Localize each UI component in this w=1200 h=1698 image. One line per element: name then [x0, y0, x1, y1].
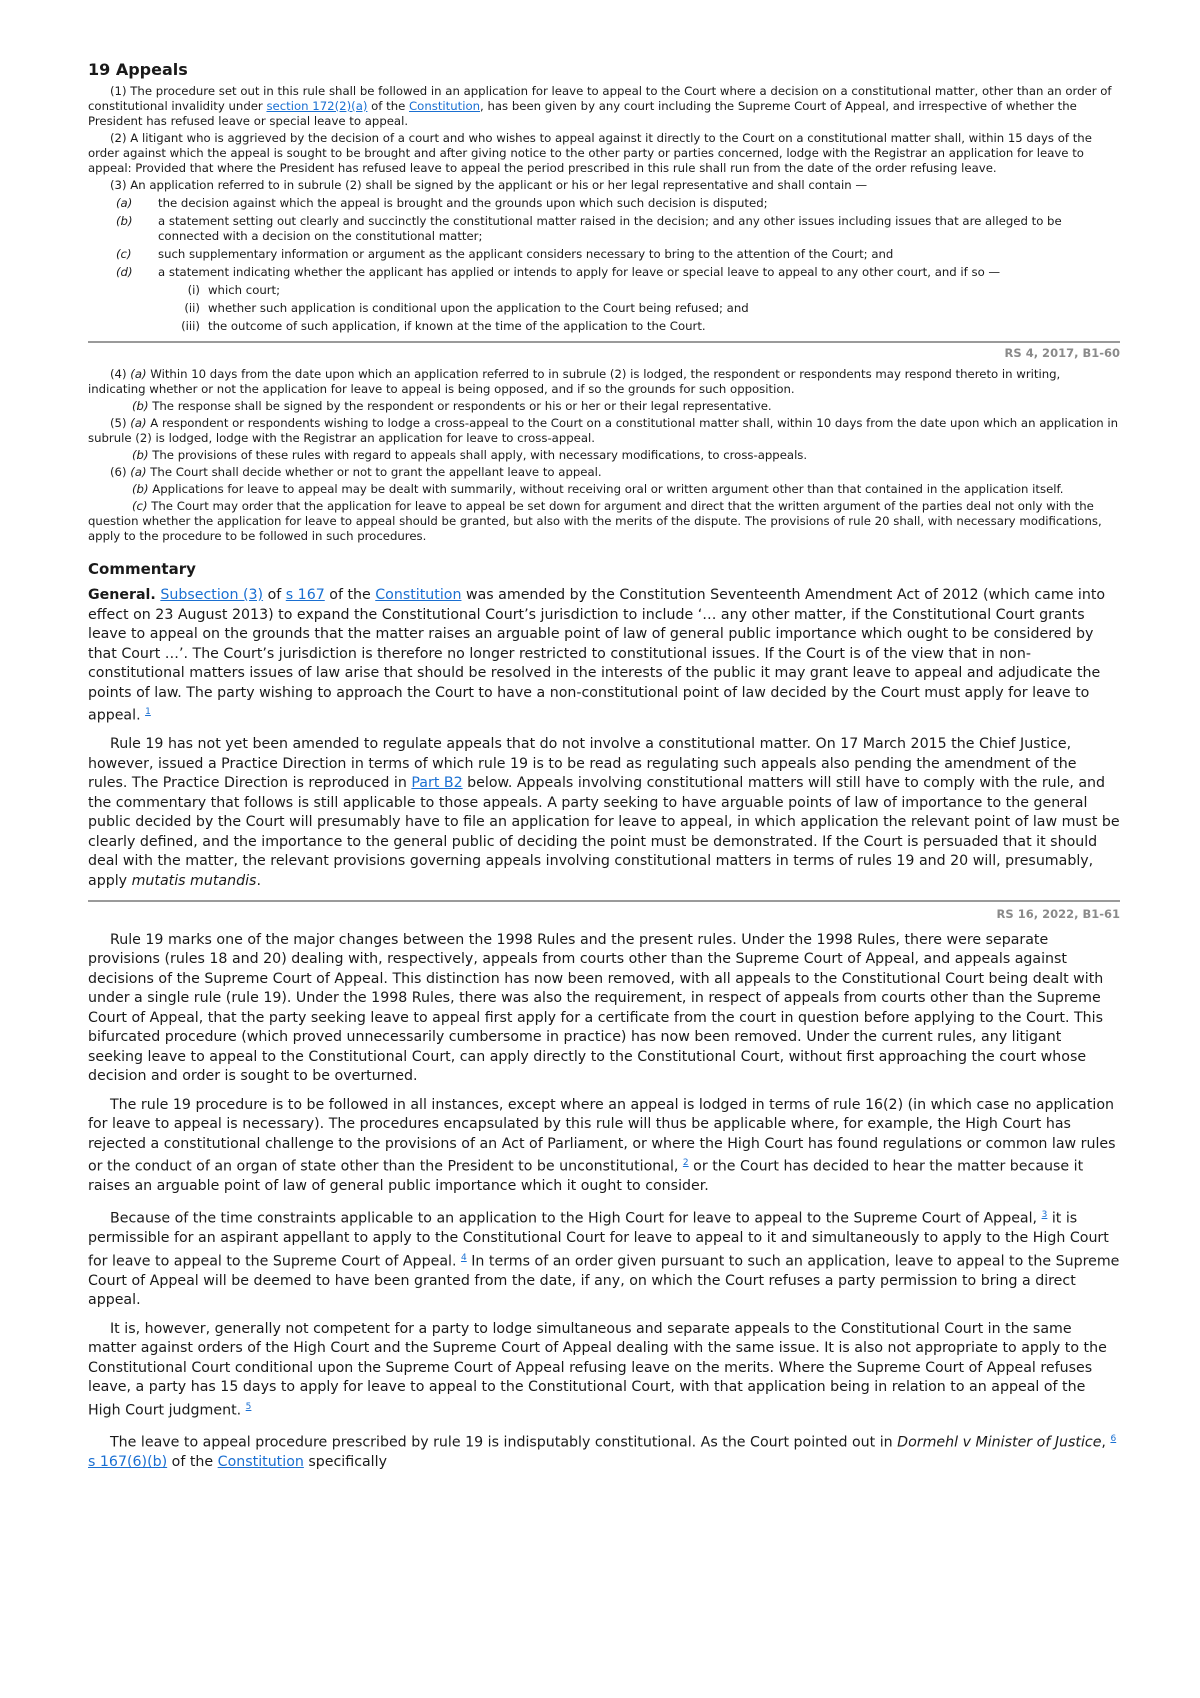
commentary-paragraph: The rule 19 procedure is to be followed in all instances, except where an appeal is lodged in terms of rule 16(2) (in which case no application for leave to appeal is necessary). The procedures encapsulated by this rule will thus be applicable where, for example, the High Court has rejected a constitutional challenge to the provisions of an Act of Parliament, or where the High Court has found regulations or common law rules or the conduct of an organ of state other than the President to be unconstitutional, $^2$ or the Court has decided to hear the matter because it raises an arguable point of law of general public importance which it ought to consider. [88, 1096, 1116, 1195]
commentary-paragraph: Rule 19 marks one of the major changes between the 1998 Rules and the present rules. Under the 1998 Rules, there were separate provisions (rules 18 and 20) dealing with, respectively, appeals from courts other than the Supreme Court of Appeal, and appeals against decisions of the Supreme Court of Appeal. This distinction has now been removed, with all appeals to the Constitutional Court being dealt with under a single rule (rule 19). Under the 1998 Rules, there was also the requirement, in respect of appeals from courts other than the Supreme Court of Appeal, that the party seeking leave to appeal first apply for a certificate from the court in question before applying to the Court. This bifurcated procedure (which proved unnecessarily cumbersome in practice) has now been removed. Under the current rules, any litigant seeking leave to appeal to the Constitutional Court, can apply directly to the Constitutional Court, without first approaching the court whose decision and order is sought to be overturned. [88, 931, 1104, 1085]
list-item: (d) a statement indicating whether the applicant has applied or intends to apply for leave or special leave to appeal to any other court, and if so — [116, 265, 1001, 279]
subrule-6b: (b) Applications for leave to appeal may be dealt with summarily, without receiving oral or written argument other than that contained in the application itself. [132, 482, 1064, 496]
s-167-link[interactable]: s 167 [285, 587, 325, 603]
list-item: (a) the decision against which the appeal is brought and the grounds upon which such decision is disputed; [116, 196, 768, 210]
commentary-heading: Commentary [88, 560, 196, 578]
commentary-paragraph: Because of the time constraints applicable to an application to the High Court for leave to appeal to the Supreme Court of Appeal, $^3$ it is permissible for an aspirant appellant to apply to the Constitutional Court for leave to appeal to it and simultaneously to apply to the High Court for leave to appeal to the Supreme Court of Appeal. $^4$ In terms of an order given pursuant to such an application, leave to appeal to the Supreme Court of Appeal will be deemed to have been granted from the date, if any, on which the Court refuses a party permission to bring a direct appeal. [88, 1209, 1120, 1309]
part-b2-link[interactable]: Part B2 [411, 775, 463, 792]
page-reference: RS 16, 2022, B1-61 [996, 907, 1120, 922]
commentary-paragraph: It is, however, generally not competent for a party to lodge simultaneous and separate appeals to the Constitutional Court in the same matter against orders of the High Court and the Supreme Court of Appeal dealing with the same issue. It is also not appropriate to apply to the Constitutional Court conditional upon the Supreme Court of Appeal refusing leave on the merits. Where the Supreme Court of Appeal refuses leave, a party has 15 days to apply for leave to appeal to the Constitutional Court, with that application being in relation to an appeal of the High Court judgment. $^5$ [88, 1320, 1107, 1419]
constitution-link[interactable]: Constitution [217, 1454, 304, 1471]
section-172-link[interactable]: section 172(2)(a) [266, 99, 368, 113]
sub-list-item: (ii) whether such application is conditional upon the application to the Court being refused; and [184, 301, 749, 315]
footnote-link[interactable]: 6 [1110, 1434, 1117, 1445]
s-167-6-b-link[interactable]: s 167(6)(b) [88, 1454, 168, 1471]
footnote-link[interactable]: 4 [460, 1252, 467, 1263]
subrule-6c: (c) The Court may order that the application for leave to appeal be set down for argument and direct that the written argument of the parties deal not only with the question whether the application for leave to appeal should be granted, but also with the merits of the dispute. The provisions of rule 20 shall, with necessary modifications, apply to the procedure to be followed in such procedures. [88, 499, 1102, 543]
commentary-paragraph: Rule 19 has not yet been amended to regulate appeals that do not involve a constitutional matter. On 17 March 2015 the Chief Justice, however, issued a Practice Direction in terms of which rule 19 is to be read as regulating such appeals also pending the amendment of the rules. The Practice Direction is reproduced in Part B2 below. Appeals involving constitutional matters will still have to comply with the rule, and the commentary that follows is still applicable to those appeals. A party seeking to have arguable points of law of importance to the general public decided by the Court will presumably have to file an application for leave to appeal, in which application the relevant point of law must be clearly defined, and the importance to the general public of deciding the point must be demonstrated. If the Court is persuaded that it should deal with the matter, the relevant provisions governing appeals involving constitutional matters in terms of rules 19 and 20 will, presumably, apply mutatis mutandis. [88, 736, 1120, 889]
footnote-link[interactable]: 2 [682, 1158, 689, 1169]
page-divider [88, 341, 1120, 343]
subrule-4b: (b) The response shall be signed by the respondent or respondents or his or her or their legal representative. [132, 399, 772, 413]
rule-body [88, 84, 1120, 544]
constitution-link[interactable]: Constitution [409, 99, 481, 113]
list-item: (c) such supplementary information or argument as the applicant considers necessary to bring to the attention of the Court; and [116, 247, 894, 261]
subrule-1: (1) The procedure set out in this rule shall be followed in an application for leave to appeal to the Court where a decision on a constitutional matter, other than an order of constitutional invalidity under section 172(2)(a) of the Constitution, has been given by any court including the Supreme Court of Appeal, and irrespective of whether the President has refused leave or special leave to appeal. [88, 84, 1112, 128]
commentary-paragraph: General. Subsection (3) of s 167 of the Constitution was amended by the Constitution Seventeenth Amendment Act of 2012 (which came into effect on 23 August 2013) to expand the Constitutional Court’s jurisdiction to include ‘… any other matter, if the Constitutional Court grants leave to appeal on the grounds that the matter raises an arguable point of law of general public importance which ought to be considered by that Court …’. The Court’s jurisdiction is therefore no longer restricted to constitutional issues. If the Court is of the view that in non-constitutional matters issues of law arise that should be resolved in the interests of the public it may grant leave to appeal and adjudicate the points of law. The party wishing to approach the Court to have a non-constitutional point of law decided by the Court must apply for leave to appeal. $^1$ [88, 587, 1106, 724]
commentary-paragraph: The leave to appeal procedure prescribed by rule 19 is indisputably constitutional. As the Court pointed out in Dormehl v Minister of Justice, $^6$ s 167(6)(b) of the Constitution specifically [88, 1434, 1117, 1471]
footnote-link[interactable]: 1 [145, 707, 151, 717]
subrule-6a: (6) (a) The Court shall decide whether or not to grant the appellant leave to appeal. [110, 465, 602, 479]
subrule-2: (2) A litigant who is aggrieved by the decision of a court and who wishes to appeal against it directly to the Court on a constitutional matter shall, within 15 days of the order against which the appeal is sought to be brought and after giving notice to the other party or parties concerned, lodge with the Registrar an application for leave to appeal: Provided that where the President has refused leave to appeal the period prescribed in this rule shall run from the date of the order refusing leave. [88, 131, 1092, 175]
commentary-body [88, 586, 1120, 1473]
constitution-link[interactable]: Constitution [375, 587, 462, 603]
subrule-5a: (5) (a) A respondent or respondents wishing to lodge a cross-appeal to the Court on a constitutional matter shall, within 10 days from the date upon which an application in subrule (2) is lodged, lodge with the Registrar an application for leave to cross-appeal. [88, 416, 1119, 445]
subsection-3-link[interactable]: Subsection (3) [160, 587, 264, 603]
subrule-5b: (b) The provisions of these rules with regard to appeals shall apply, with necessary modifications, to cross-appeals. [132, 448, 808, 462]
page-divider [88, 900, 1120, 902]
list-item: (b) a statement setting out clearly and succinctly the constitutional matter raised in the decision; and any other issues including issues that are alleged to be connected with a decision on the constitutional matter; [116, 214, 1062, 243]
footnote-link[interactable]: 5 [245, 1401, 252, 1412]
footnote-link[interactable]: 3 [1041, 1209, 1048, 1220]
document-page [88, 56, 1120, 1482]
subrule-3: (3) An application referred to in subrule (2) shall be signed by the applicant or his or her legal representative and shall contain — [110, 178, 868, 192]
page-reference: RS 4, 2017, B1-60 [1004, 346, 1120, 360]
rule-heading: 19 Appeals [88, 60, 188, 79]
sub-list-item: (iii) the outcome of such application, if known at the time of the application to the Court. [181, 319, 706, 333]
sub-list-item: (i) which court; [187, 283, 281, 297]
subrule-4a: (4) (a) Within 10 days from the date upon which an application referred to in subrule (2) is lodged, the respondent or respondents may respond thereto in writing, indicating whether or not the application for leave to appeal is being opposed, and if so the grounds for such opposition. [88, 367, 1061, 396]
